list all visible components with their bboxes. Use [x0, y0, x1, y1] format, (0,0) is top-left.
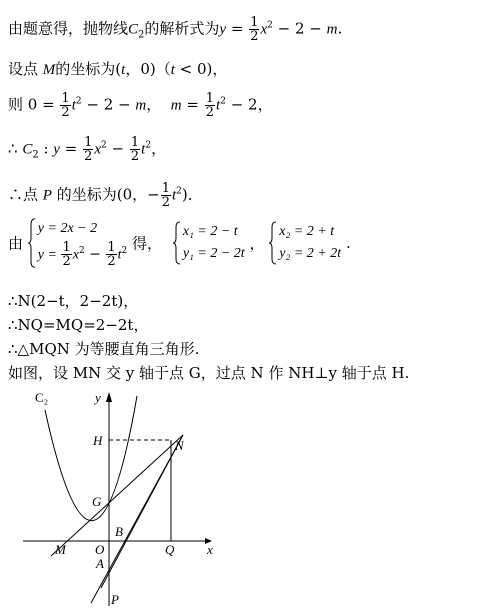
- text: 得，: [132, 234, 163, 253]
- text: 的解析式为: [144, 19, 220, 38]
- numerator: 1: [130, 135, 140, 150]
- text: − 2 −: [81, 95, 136, 114]
- text: :: [38, 139, 54, 158]
- var-x: x: [94, 141, 102, 158]
- numerator: 1: [84, 135, 93, 150]
- exponent: 2: [176, 186, 182, 197]
- exponent: 2: [121, 246, 128, 256]
- numerator: 1: [61, 91, 70, 106]
- label-B: B: [115, 524, 123, 539]
- fraction-half: [161, 182, 171, 209]
- var-t: t: [170, 62, 175, 78]
- var-C: C: [22, 141, 33, 158]
- text: ，: [146, 95, 162, 114]
- equals: =: [181, 95, 204, 114]
- var-t: t: [172, 187, 177, 204]
- equation-system-1: [28, 218, 127, 268]
- var-t: t: [141, 141, 146, 158]
- denominator: 2: [205, 105, 215, 120]
- text: .: [337, 19, 343, 38]
- text: − 2，: [225, 95, 273, 114]
- denominator: 2: [250, 29, 259, 44]
- fraction-half: [130, 136, 140, 163]
- exponent: 2: [220, 96, 226, 107]
- label-Q: Q: [165, 542, 175, 557]
- text: ，0)（: [125, 60, 171, 78]
- y-axis-arrow-icon: [106, 392, 112, 402]
- exponent: 2: [267, 20, 273, 31]
- numerator: 1: [161, 181, 170, 196]
- brace-icon: [28, 218, 36, 268]
- label-N: N: [175, 438, 184, 453]
- text: 由题意得，抛物线: [8, 19, 129, 38]
- exponent: 2: [78, 246, 85, 256]
- text: −: [106, 139, 129, 158]
- var-t: t: [216, 97, 221, 114]
- equals: =: [226, 19, 249, 38]
- denominator: 2: [61, 105, 70, 120]
- numerator: 1: [250, 15, 259, 30]
- text: 的坐标为(0，−: [56, 185, 160, 204]
- brace-icon: [173, 221, 181, 265]
- label-P: P: [111, 592, 119, 607]
- equation-row: [38, 240, 127, 268]
- text: 由: [8, 234, 24, 253]
- numerator: 1: [62, 240, 71, 256]
- equation-system-3: [269, 221, 341, 265]
- label-H: H: [93, 433, 103, 448]
- subscript: 2: [138, 29, 145, 41]
- text: 的坐标为(: [55, 60, 122, 78]
- label-G: G: [92, 494, 102, 509]
- text: ∴: [8, 139, 23, 158]
- brace-icon: [269, 221, 277, 265]
- text: 则 0 =: [8, 95, 60, 114]
- solution-line-7: ∴N(2−t，2−2t)，: [8, 292, 139, 310]
- var-y: y: [219, 21, 227, 38]
- text: 设点: [8, 60, 39, 78]
- solution-line-1: [8, 16, 342, 45]
- label-A: A: [96, 556, 104, 571]
- exponent: 2: [101, 140, 107, 151]
- solution-line-4: [8, 136, 166, 165]
- var-x: x: [72, 247, 79, 263]
- label-x: x: [207, 542, 213, 557]
- numerator: 1: [205, 91, 215, 106]
- var-t: t: [71, 97, 76, 114]
- text: )．: [181, 185, 203, 204]
- fraction-half: [60, 92, 70, 119]
- var-M: M: [42, 62, 56, 78]
- text: − 2 −: [272, 19, 327, 38]
- text: ∴点: [8, 185, 39, 204]
- geometry-figure: [15, 388, 220, 610]
- fraction-half: [249, 16, 259, 43]
- label-M: M: [55, 542, 66, 557]
- text: < 0)，: [174, 60, 228, 78]
- label-C2: C₂: [35, 390, 49, 405]
- exponent: 2: [145, 140, 152, 151]
- var-m: m: [326, 21, 338, 38]
- denominator: 2: [62, 254, 71, 270]
- text: y =: [37, 247, 61, 263]
- solution-line-10: 如图，设 MN 交 y 轴于点 G，过点 N 作 NH⊥y 轴于点 H.: [8, 364, 410, 382]
- denominator: 2: [161, 195, 170, 210]
- label-O: O: [95, 542, 105, 557]
- numerator: 1: [107, 240, 116, 256]
- equation-row: y₁ = 2 − 2t: [182, 246, 245, 262]
- solution-line-3: [8, 92, 273, 119]
- solution-line-5: [8, 182, 203, 209]
- exponent: 2: [75, 96, 82, 107]
- var-m: m: [135, 97, 147, 114]
- equation-row: y = 2x − 2: [37, 221, 98, 236]
- fraction-half: [61, 241, 71, 268]
- equation-system-2: [173, 221, 245, 265]
- parabola-c2: [45, 396, 137, 521]
- var-P: P: [42, 187, 52, 204]
- solution-line-6: [8, 218, 351, 268]
- denominator: 2: [130, 149, 140, 164]
- fraction-half: [106, 241, 116, 268]
- var-t: t: [117, 247, 122, 263]
- var-x: x: [260, 21, 268, 38]
- denominator: 2: [84, 149, 93, 164]
- equation-row: y₂ = 2 + 2t: [279, 246, 342, 262]
- text: ，: [151, 139, 167, 158]
- solution-line-9: ∴△MQN 为等腰直角三角形.: [8, 340, 200, 358]
- var-y: y: [53, 141, 60, 158]
- var-t: t: [121, 62, 126, 78]
- text: .: [345, 234, 351, 253]
- solution-line-8: ∴NQ=MQ=2−2t，: [8, 316, 149, 334]
- label-y: y: [95, 390, 101, 405]
- solution-line-2: [8, 60, 227, 79]
- denominator: 2: [107, 254, 116, 270]
- fraction-half: [83, 136, 93, 163]
- text: ，: [249, 234, 265, 253]
- fraction-half: [205, 92, 215, 119]
- equation-row: x₁ = 2 − t: [182, 224, 238, 240]
- var-C: C: [128, 21, 139, 38]
- equals: =: [59, 139, 83, 158]
- equation-row: x₂ = 2 + t: [279, 224, 335, 240]
- text: −: [84, 246, 106, 263]
- var-m: m: [170, 97, 182, 114]
- subscript: 2: [32, 149, 39, 161]
